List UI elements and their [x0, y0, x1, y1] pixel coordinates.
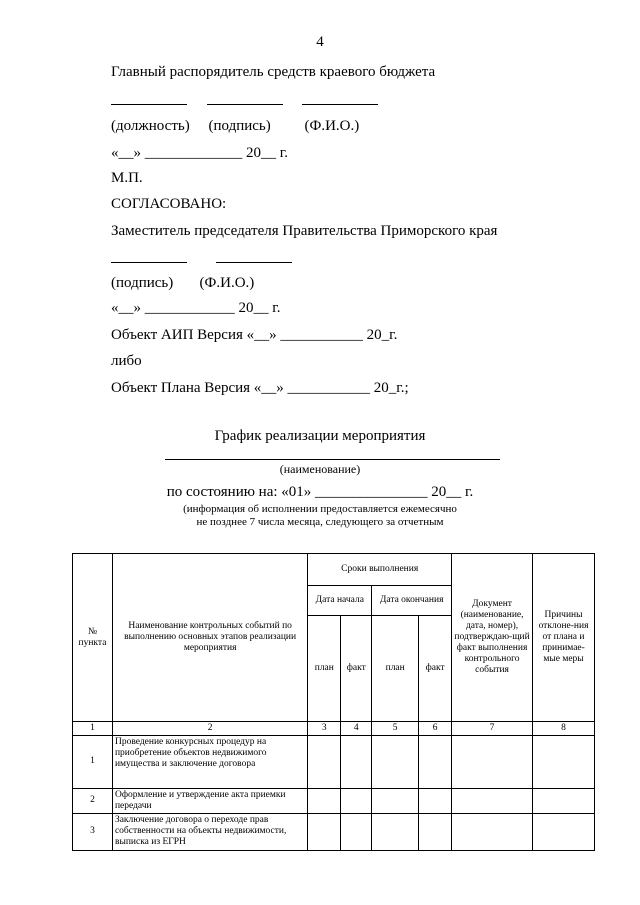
- agreed-date-line: «__» ____________ 20__ г.: [111, 300, 281, 316]
- cell: [372, 788, 419, 813]
- cell: [419, 788, 452, 813]
- header-terms: Сроки выполнения: [308, 554, 452, 586]
- signature-line: [207, 104, 283, 105]
- cell: [452, 813, 533, 850]
- cell: [533, 813, 595, 850]
- name-line: [165, 459, 500, 460]
- header-event: Наименование контрольных событий по выполнению основных этапов реализации мероприятия: [112, 554, 307, 722]
- fullname-signature-line: [302, 104, 378, 105]
- header-start-plan: план: [308, 616, 341, 722]
- col-number: 8: [533, 722, 595, 736]
- header-end-fact: факт: [419, 616, 452, 722]
- name-label: (наименование): [279, 462, 361, 476]
- col-number: 4: [341, 722, 372, 736]
- row-num: 2: [73, 788, 113, 813]
- cell: [308, 735, 341, 788]
- cell: [341, 813, 372, 850]
- schedule-title: График реализации мероприятия: [214, 428, 426, 444]
- cell: [341, 735, 372, 788]
- table-row: [73, 788, 595, 813]
- cell: [533, 788, 595, 813]
- col-number: 1: [73, 722, 113, 736]
- cell: [419, 735, 452, 788]
- stamp-label: М.П.: [111, 170, 143, 186]
- approval-date-line: «__» _____________ 20__ г.: [111, 145, 288, 161]
- row-num: 1: [73, 735, 113, 788]
- header-document: Документ (наименование, дата, номер), подтверждаю-щий факт выполнения контрольного события: [452, 554, 533, 722]
- header-start-fact: факт: [341, 616, 372, 722]
- agreed-person: Заместитель председателя Правительства Приморского края: [111, 223, 498, 239]
- agreed-fullname-line: [216, 262, 292, 263]
- approval-title: Главный распорядитель средств краевого бюджета: [111, 64, 436, 80]
- header-end-plan: план: [372, 616, 419, 722]
- row-event: Заключение договора о переходе прав собственности на объекты недвижимости, выписка из ЕГРН: [112, 813, 307, 850]
- col-number: 7: [452, 722, 533, 736]
- cell: [533, 735, 595, 788]
- col-number: 3: [308, 722, 341, 736]
- note-line-2: не позднее 7 числа месяца, следующего за отчетным: [196, 516, 444, 528]
- header-reasons: Причины отклоне-ния от плана и принимае-мые меры: [533, 554, 595, 722]
- cell: [452, 735, 533, 788]
- aip-version-line: Объект АИП Версия «__» ___________ 20_г.: [111, 327, 398, 343]
- note-line-1: (информация об исполнении предоставляется ежемесячно: [183, 503, 457, 515]
- agreed-labels: (подпись) (Ф.И.О.): [111, 275, 255, 291]
- col-number: 5: [372, 722, 419, 736]
- agreed-signature-line: [111, 262, 187, 263]
- or-word: либо: [111, 353, 142, 369]
- col-number: 6: [419, 722, 452, 736]
- cell: [308, 813, 341, 850]
- col-number: 2: [112, 722, 307, 736]
- cell: [308, 788, 341, 813]
- cell: [419, 813, 452, 850]
- table-row: [73, 735, 595, 788]
- page-number: 4: [316, 34, 324, 50]
- cell: [452, 788, 533, 813]
- row-num: 3: [73, 813, 113, 850]
- cell: [341, 788, 372, 813]
- table-row: [73, 813, 595, 850]
- agreed-heading: СОГЛАСОВАНО:: [111, 196, 227, 212]
- schedule-table: [72, 553, 595, 851]
- header-num: № пункта: [73, 554, 113, 722]
- row-event: Проведение конкурсных процедур на приобретение объектов недвижимого имущества и заключение договора: [112, 735, 307, 788]
- position-signature-line: [111, 104, 187, 105]
- approval-labels: (должность) (подпись) (Ф.И.О.): [111, 118, 360, 134]
- cell: [372, 735, 419, 788]
- as-of-line: по состоянию на: «01» _______________ 20__ г.: [166, 484, 474, 500]
- header-start-date: Дата начала: [308, 586, 372, 616]
- row-event: Оформление и утверждение акта приемки передачи: [112, 788, 307, 813]
- plan-version-line: Объект Плана Версия «__» ___________ 20_г.;: [111, 380, 409, 396]
- header-end-date: Дата окончания: [372, 586, 452, 616]
- cell: [372, 813, 419, 850]
